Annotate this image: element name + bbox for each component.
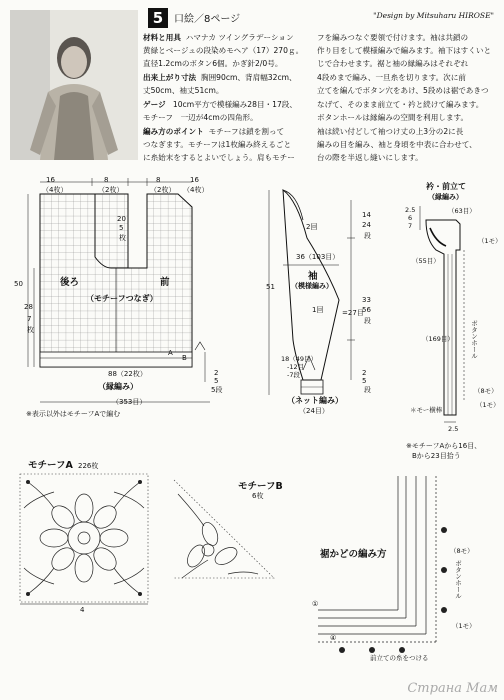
motif-b-count: 6枚 (252, 492, 264, 500)
size-line1 (143, 71, 297, 84)
instructions-line: 袖は続い付どして袖つけ丈の上3分の2に長 (317, 127, 464, 136)
materials-line3: 直径1.2cmのボタン6個。かぎ針2/0号。 (143, 59, 283, 68)
sleeve-r-dim2: 33 (362, 296, 371, 304)
collar-count-169: （169目） (422, 335, 454, 343)
instructions-line: 台の際を半返し縫いにします。 (317, 153, 423, 162)
gauge-line1 (143, 98, 297, 111)
top-right1-dim: 8 (156, 176, 161, 184)
points-line2: つなぎます。モチーフは1枚編み終えるごと (143, 140, 292, 149)
collar-dim-25b: 2.5 (448, 425, 459, 433)
side-dim: 28 (24, 303, 33, 311)
edging-buttonhole: ボタンホール (454, 560, 462, 599)
right-dim1: 2 (214, 369, 219, 377)
sleeve-length-dim: 51 (266, 283, 275, 291)
motif-a-marker: A (168, 349, 173, 357)
gauge-value: 10cm平方で模様編み28目・17段、 (172, 100, 297, 109)
sleeve-inc-note: =27目 (342, 309, 364, 317)
edging-bottom-note: 前立ての糸をつける (370, 654, 429, 662)
collar-count-55: （55目） (412, 257, 440, 265)
sleeve-bottom-small2: -12目 (287, 363, 305, 371)
instructions-line: じで合わせます。裾と袖の縁編みはそれぞれ (317, 59, 469, 68)
gauge-label: ゲージ (143, 100, 166, 109)
instructions-line: 立てを編んでボタン穴をあけ、5段めは裾であきつ (317, 86, 489, 95)
edging-mark-b: ① (312, 600, 319, 608)
motif-b-marker: B (182, 354, 187, 362)
collar-count-8: （8モ） (474, 387, 498, 395)
instructions-line: ボタンホールは縁編みの空間を利用します。 (317, 113, 469, 122)
motif-a-title: モチーフA (28, 460, 73, 471)
side-count: 7 (27, 315, 32, 323)
size-label: 出来上がり寸法 (143, 73, 197, 82)
motif-b-chart (168, 474, 280, 584)
motif-a-dim: 4 (80, 606, 85, 614)
sleeve-bottom-width: （24目） (299, 407, 329, 415)
instructions-line: フを編みつなぐ要領で付けます。袖は共鎖の (317, 33, 469, 42)
side-unit: 枚 (27, 326, 34, 334)
sleeve-r-dim3c: 段 (364, 386, 371, 394)
designer-credit: "Design by Mitsuharu HIROSE" (373, 11, 494, 20)
collar-dim-7: 7 (408, 222, 413, 230)
sleeve-r-dim2b: 56 (362, 306, 371, 314)
edging-8mo: （8モ） (450, 547, 474, 555)
edging-chart (312, 470, 498, 670)
instructions-line: 編みの目を編み、袖と身頃を中表に合わせて、 (317, 140, 477, 149)
sleeve-r-dim1b: 24 (362, 221, 371, 229)
collar-1mo-a: （1モ） (478, 237, 502, 245)
sleeve-r-dim1: 14 (362, 211, 371, 219)
collar-dim-6: 6 (408, 214, 413, 222)
sleeve-top-count: 36（103目） (296, 253, 340, 261)
collar-subtitle: （縁編み） (428, 193, 463, 201)
neck-unit: 枚 (119, 234, 126, 242)
materials-value: ハマナカ ツイングラデーション (185, 33, 294, 42)
sleeve-label: 袖 (308, 271, 318, 282)
sleeve-r-dim1c: 段 (364, 232, 371, 240)
top-left-count: （4枚） (42, 186, 68, 194)
body-note: ※表示以外はモチーフAで編む (26, 410, 121, 418)
edging-mark-a: ④ (330, 634, 337, 642)
collar-note2: Bから23目拾う (412, 452, 461, 460)
sleeve-r-dim3b: 5 (362, 377, 367, 385)
points-value: モチーフは鎖を割って (208, 127, 285, 136)
edging-1mo: （1モ） (452, 622, 476, 630)
sleeve-pattern-label: （模様編み） (291, 282, 333, 290)
sleeve-bottom-small3: -7段 (287, 371, 300, 379)
model-photo (10, 10, 138, 160)
edging-title: 裾かどの編み方 (320, 549, 387, 560)
model-figure-image (10, 10, 138, 160)
motif-a-count: 226枚 (77, 462, 99, 470)
collar-line-label: ＊モー横棒 (410, 406, 443, 414)
sleeve-1kai: 1回 (312, 306, 324, 314)
instructions-line: なげて、そのまま前立て・衿と続けて編みます。 (317, 100, 484, 109)
sleeve-r-dim3: 2 (362, 369, 367, 377)
total-width-label: （353目） (112, 398, 147, 406)
bottom-count: 88（22枚） (108, 370, 147, 378)
collar-1mo-b: （1モ） (476, 401, 500, 409)
top-right2-dim: 16 (190, 176, 199, 184)
size-value: 胸囲90cm、背肩幅32cm、 (200, 73, 297, 82)
top-right2-count: （4枚） (183, 186, 209, 194)
points-line3: に糸始末をするとよいでしょう。肩もモチー (143, 153, 295, 162)
right-dim3: 5段 (211, 386, 223, 394)
front-label: 前 (160, 277, 170, 288)
back-label: 後ろ (60, 277, 80, 288)
materials-line1 (143, 31, 294, 44)
sleeve-r-dim2c: 段 (364, 317, 371, 325)
sleeve-2kai: 2回 (306, 223, 318, 231)
body-height-dim: 50 (14, 280, 23, 288)
neck-count: 5 (119, 224, 124, 232)
materials-line2: 黄緑とベージュの段染めモヘア（17）270ｇ。 (143, 46, 304, 55)
page-reference: 口絵／8ページ (174, 14, 241, 25)
motif-b-title: モチーフB (238, 481, 283, 492)
right-dim2: 5 (214, 377, 219, 385)
watermark: Страна Мам (407, 681, 498, 696)
points-line1 (143, 125, 284, 138)
top-mid-dim: 8 (104, 176, 109, 184)
collar-note1: ※モチーフAから16目、 (406, 442, 482, 450)
collar-buttonhole: ボタンホール (470, 320, 478, 359)
top-right1-count: （2枚） (150, 186, 176, 194)
neck-dim: 20 (117, 215, 126, 223)
motif-join-label: （モチーフつなぎ） (86, 294, 158, 303)
size-line2: 丈50cm、袖丈51cm。 (143, 86, 224, 95)
collar-dim-25: 2.5 (405, 206, 416, 214)
motif-a-chart (14, 468, 154, 608)
collar-count-top: （63目） (448, 207, 476, 215)
collar-title: 衿・前立て (426, 182, 466, 191)
sleeve-bottom-small: 18（49目） (281, 355, 318, 363)
top-mid-count: （2枚） (98, 186, 124, 194)
bottom-edge-label: （縁編み） (98, 382, 138, 391)
instructions-line: 作り目をして模様編みで編みます。袖下はすくいと (317, 46, 492, 55)
materials-label: 材料と用具 (143, 33, 181, 42)
chapter-number: 5 (148, 8, 168, 28)
sleeve-net-label: （ネット編み） (287, 396, 343, 405)
points-label: 編み方のポイント (143, 127, 204, 136)
instructions-line: 4段めまで編み、一旦糸を切ります。次に前 (317, 73, 466, 82)
top-left-dim: 16 (46, 176, 55, 184)
gauge-line2: モチーフ 一辺が4cmの四角形。 (143, 113, 258, 122)
